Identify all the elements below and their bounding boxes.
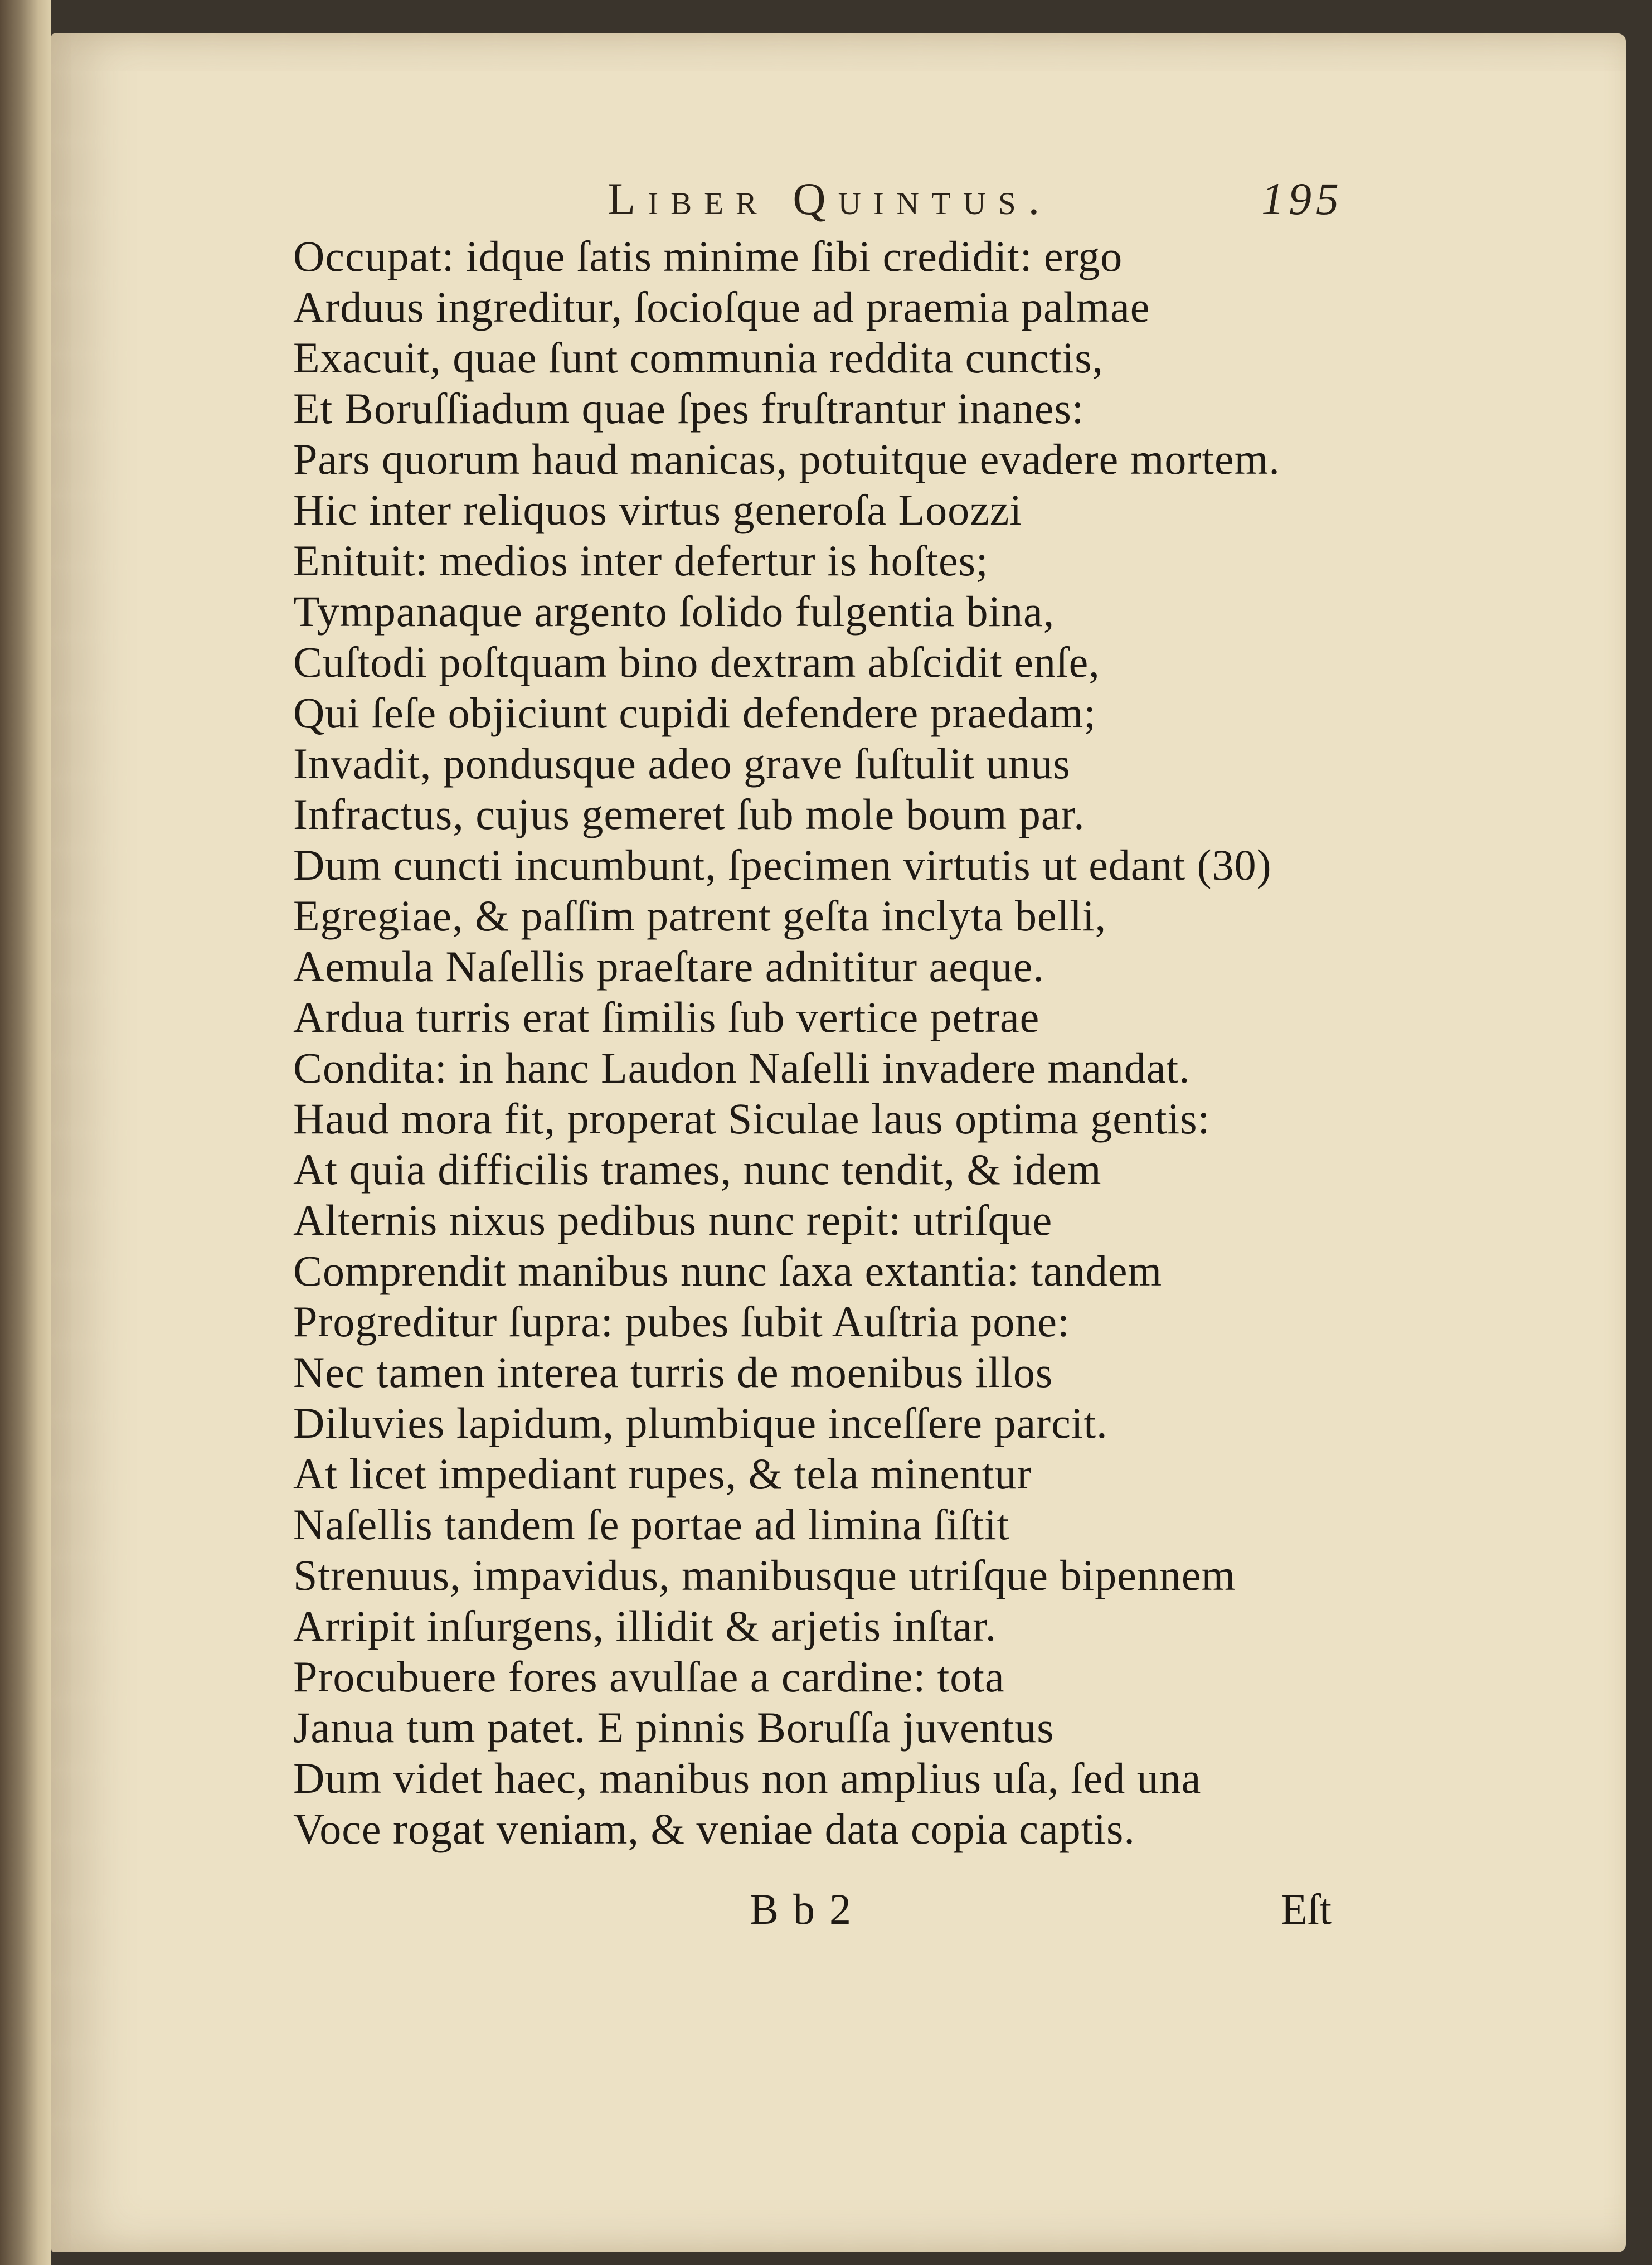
verse-line: Alternis nixus pedibus nunc repit: utriſque [293,1196,1053,1244]
verse-line: Et Boruſſiadum quae ſpes fruſtrantur inanes: [293,384,1085,433]
verse-line: Procubuere fores avulſae a cardine: tota [293,1652,1005,1701]
verse-line: Diluvies lapidum, plumbique inceſſere parcit. [293,1399,1108,1447]
verse-line: Nec tamen interea turris de moenibus illos [293,1348,1053,1396]
page-number: 195 [1261,173,1343,224]
verse-line: Occupat: idque ſatis minime ſibi credidit: ergo [293,232,1123,280]
verse-line: Aemula Naſellis praeſtare adnititur aeque. [293,942,1044,991]
verse-line: Naſellis tandem ſe portae ad limina ſiſtit [293,1500,1010,1549]
verse-line: Exacuit, quae ſunt communia reddita cunctis, [293,333,1104,382]
verse-line: Pars quorum haud manicas, potuitque evadere mortem. [293,435,1280,483]
verse-line: Dum videt haec, manibus non amplius uſa, ſed una [293,1754,1202,1802]
verse-line: Enituit: medios inter defertur is hoſtes; [293,536,989,585]
verse-line: Egregiae, & paſſim patrent geſta inclyta belli, [293,891,1107,940]
verse-line: Progreditur ſupra: pubes ſubit Auſtria pone: [293,1297,1070,1346]
running-head-title: Liber Quintus. [608,173,1052,224]
verse-line: Haud mora fit, properat Siculae laus optima gentis: [293,1094,1211,1143]
verse-block [293,231,1464,1854]
verse-line: At licet impediant rupes, & tela minentur [293,1449,1032,1498]
verse-line: Cuſtodi poſtquam bino dextram abſcidit enſe, [293,638,1100,686]
verse-line: Arripit inſurgens, illidit & arjetis inſtar. [293,1602,997,1650]
verse-line: Janua tum patet. E pinnis Boruſſa juventus [293,1703,1055,1752]
verse-line: Comprendit manibus nunc ſaxa extantia: tandem [293,1247,1163,1295]
verse-line: Condita: in hanc Laudon Naſelli invadere mandat. [293,1044,1191,1092]
verse-line: At quia difficilis trames, nunc tendit, & idem [293,1145,1102,1194]
running-head [608,173,1343,234]
verse-line: Voce rogat veniam, & veniae data copia captis. [293,1805,1135,1853]
page-footer [0,1884,1652,1946]
verse-line: Invadit, pondusque adeo grave ſuſtulit unus [293,739,1071,788]
verse-line: Hic inter reliquos virtus generoſa Loozzi [293,486,1023,534]
verse-line: Qui ſeſe objiciunt cupidi defendere praedam; [293,688,1096,737]
verse-line: Dum cuncti incumbunt, ſpecimen virtutis ut edant (30) [293,841,1272,889]
signature-mark: Bb2 [750,1885,866,1933]
verse-line: Strenuus, impavidus, manibusque utriſque bipennem [293,1551,1236,1599]
verse-line: Infractus, cujus gemeret ſub mole boum par. [293,790,1085,838]
verse-line: Ardua turris erat ſimilis ſub vertice petrae [293,993,1040,1041]
catchword: Eſt [1281,1885,1332,1933]
verse-line: Arduus ingreditur, ſocioſque ad praemia palmae [293,283,1150,331]
verse-line: Tympanaque argento ſolido fulgentia bina, [293,587,1055,636]
